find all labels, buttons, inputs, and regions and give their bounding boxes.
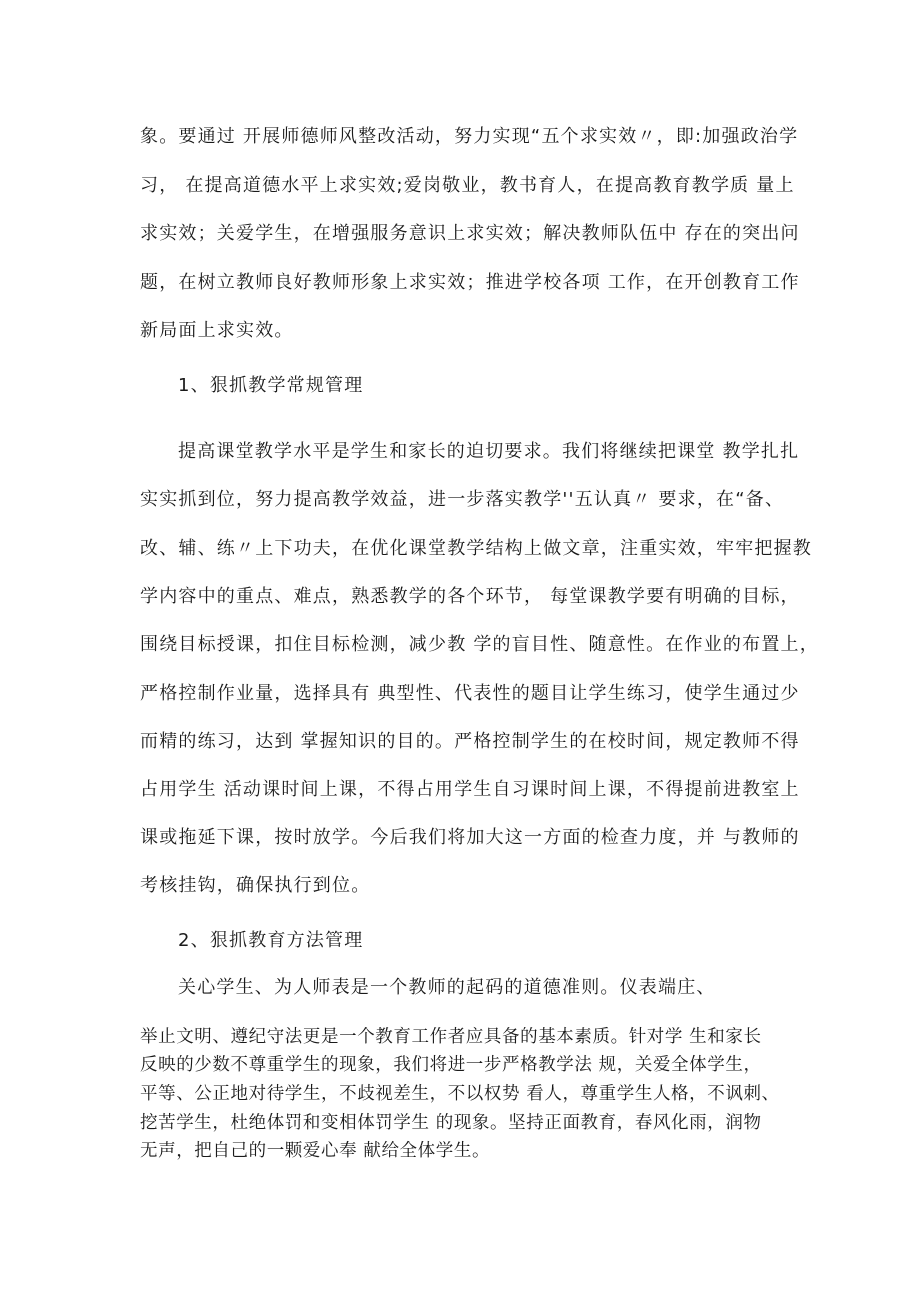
paragraph-1-line-1: 象。要通过 开展师德师风整改活动，努力实现“五个求实效〃，即:加强政治学 [140,126,799,147]
paragraph-2-line-2: 实实抓到位，努力提高教学效益，进一步落实教学''五认真〃 要求，在“备、 [140,489,785,510]
section-heading-2: 2、狠抓教育方法管理 [178,930,364,951]
paragraph-3-line-4: 平等、公正地对待学生，不歧视差生，不以权势 看人，尊重学生人格，不讽刺、 [140,1084,780,1104]
paragraph-2-line-6: 严格控制作业量，选择具有 典型性、代表性的题目让学生练习，使学生通过少 [140,683,800,704]
paragraph-2-line-10: 考核挂钩，确保执行到位。 [140,875,371,896]
paragraph-2-line-1: 提高课堂教学水平是学生和家长的迫切要求。我们将继续把课堂 教学扎扎 [178,441,800,462]
paragraph-1-line-4: 题，在树立教师良好教师形象上求实效；推进学校各项 工作，在开创教育工作 [140,272,800,293]
paragraph-1-line-5: 新局面上求实效。 [140,320,294,341]
paragraph-2-line-5: 围绕目标授课，扣住目标检测，减少教 学的盲目性、随意性。在作业的布置上， [140,634,819,655]
paragraph-2-line-8: 占用学生 活动课时间上课，不得占用学生自习课时间上课，不得提前进教室上 [140,779,800,800]
paragraph-3-line-2: 举止文明、遵纪守法更是一个教育工作者应具备的基本素质。针对学 生和家长 [140,1027,762,1047]
paragraph-1-line-3: 求实效；关爱学生，在增强服务意识上求实效；解决教师队伍中 存在的突出问 [140,223,800,244]
paragraph-3-line-5: 挖苦学生，杜绝体罚和变相体罚学生 的现象。坚持正面教育，春风化雨，润物 [140,1113,762,1133]
paragraph-2-line-7: 而精的练习，达到 掌握知识的目的。严格控制学生的在校时间，规定教师不得 [140,731,800,752]
paragraph-3-line-1: 关心学生、为人师表是一个教师的起码的道德准则。仪表端庄、 [178,977,716,998]
paragraph-3-line-6: 无声，把自己的一颗爱心奉 献给全体学生。 [140,1141,491,1161]
section-heading-1: 1、狠抓教学常规管理 [178,375,364,396]
paragraph-2-line-3: 改、辅、练〃上下功夫，在优化课堂教学结构上做文章，注重实效，牢牢把握教 [140,538,812,559]
paragraph-3-line-3: 反映的少数不尊重学生的现象，我们将进一步严格教学法 规，关爱全体学生， [140,1055,762,1075]
paragraph-2-line-9: 课或拖延下课，按时放学。今后我们将加大这一方面的检查力度，并 与教师的 [140,827,800,848]
paragraph-2-line-4: 学内容中的重点、难点，熟悉教学的各个环节， 每堂课教学要有明确的目标， [140,586,800,607]
paragraph-1-line-2: 习， 在提高道德水平上求实效;爱岗敬业，教书育人，在提高教育教学质 量上 [140,175,795,196]
